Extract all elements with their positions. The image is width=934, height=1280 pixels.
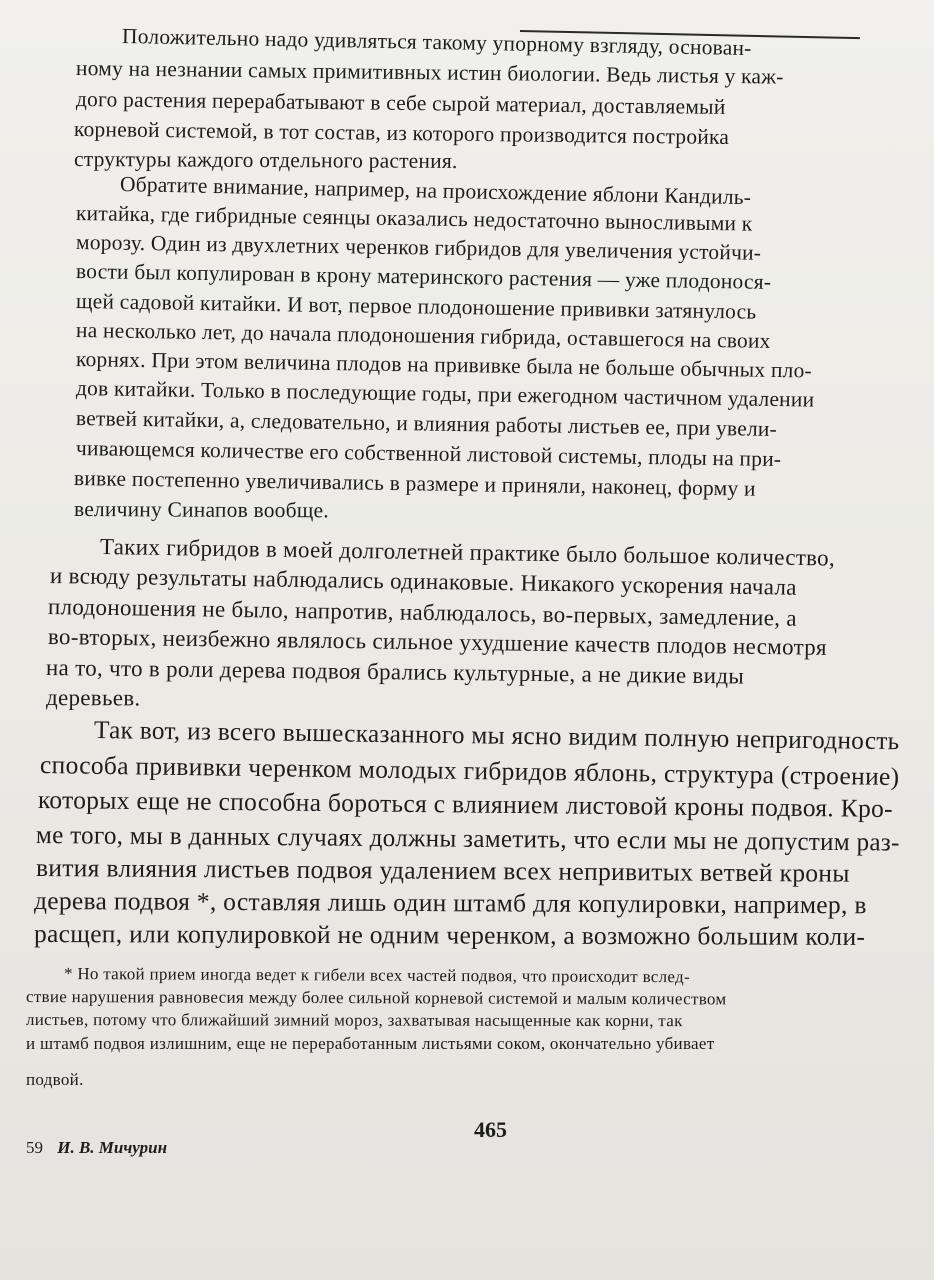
footnote-line: листьев, потому что ближайший зимний мороз, захватывая насыщенные как корни, так (25, 1010, 683, 1031)
text-line: дов китайки. Только в последующие годы, при ежегодном частичном удалении (75, 376, 815, 412)
text-line: корневой системой, в тот состав, из которого производится постройка (73, 117, 730, 150)
text-line: Обратите внимание, например, на происхождение яблони Кандиль- (119, 172, 752, 210)
footnote-line: подвой. (26, 1070, 84, 1089)
text-line: величину Синапов вообще. (73, 497, 329, 523)
text-line: которых еще не способна бороться с влиянием листовой кроны подвоя. Кро- (37, 785, 894, 823)
text-line: Положительно надо удивляться такому упорному взгляду, основан- (121, 24, 752, 61)
text-line: щей садовой китайки. И вот, первое плодоношение прививки затянулось (75, 289, 757, 324)
text-line: дерева подвоя *, оставляя лишь один штамб для копулировки, например, в (33, 886, 867, 920)
signature-number: 59 (26, 1138, 43, 1157)
text-line: вости был копулирован в крону материнского растения — уже плодонося- (75, 259, 772, 294)
text-line: вития влияния листьев подвоя удалением всех непривитых ветвей кроны (35, 853, 850, 888)
text-line: плодоношения не было, напротив, наблюдалось, во-первых, замедление, а (47, 594, 798, 631)
text-line: дого растения перерабатывают в себе сырой материал, доставляемый (75, 87, 726, 119)
text-line: морозу. Один из двухлетних черенков гибридов для увеличения устойчи- (75, 230, 762, 265)
text-line: на несколько лет, до начала плодоношения гибрида, оставшегося на своих (75, 318, 771, 353)
text-line: ному на незнании самых примитивных истин биологии. Ведь листья у каж- (75, 56, 784, 89)
text-line: китайка, где гибридные сеянцы оказались недостаточно выносливыми к (75, 201, 753, 236)
signature-author: И. В. Мичурин (57, 1138, 168, 1157)
text-line: способа прививки черенком молодых гибридов яблонь, структура (строение) (39, 750, 900, 791)
text-line: расщеп, или копулировкой не одним черенком, а возможно большим коли- (33, 919, 866, 951)
text-line: ме того, мы в данных случаях должны заметить, что если мы не допустим раз- (35, 820, 900, 857)
text-line: вивке постепенно увеличивались в размере и приняли, наконец, форму и (73, 466, 756, 501)
text-line: Так вот, из всего вышесказанного мы ясно видим полную непригодность (93, 715, 900, 756)
footnote-line: ствие нарушения равновесия между более сильной корневой системой и малым количеством (25, 987, 727, 1009)
text-line: структуры каждого отдельного растения. (73, 147, 458, 174)
signature-mark (26, 1138, 167, 1158)
text-line: деревьев. (45, 685, 141, 711)
text-line: во-вторых, неизбежно являлось сильное ухудшение качеств плодов несмотря (47, 624, 828, 660)
text-line: чивающемся количестве его собственной листовой системы, плоды на при- (75, 436, 782, 472)
text-line: на то, что в роли дерева подвоя брались культурные, а не дикие виды (45, 655, 745, 689)
text-line: ветвей китайки, а, следовательно, и влияния работы листьев ее, при увели- (75, 406, 778, 442)
footnote-line: и штамб подвоя излишним, еще не переработанным листьями соком, окончательно убивает (26, 1034, 715, 1053)
page-number: 465 (474, 1117, 507, 1142)
text-line: корнях. При этом величина плодов на прививке была не больше обычных пло- (75, 347, 813, 383)
text-line: Таких гибридов в моей долголетней практике было большое количество, (99, 534, 836, 571)
footnote-line: * Но такой прием иногда ведет к гибели всех частей подвоя, что происходит вслед- (63, 964, 691, 987)
text-line: и всюду результаты наблюдались одинаковые. Никакого ускорения начала (49, 563, 797, 600)
